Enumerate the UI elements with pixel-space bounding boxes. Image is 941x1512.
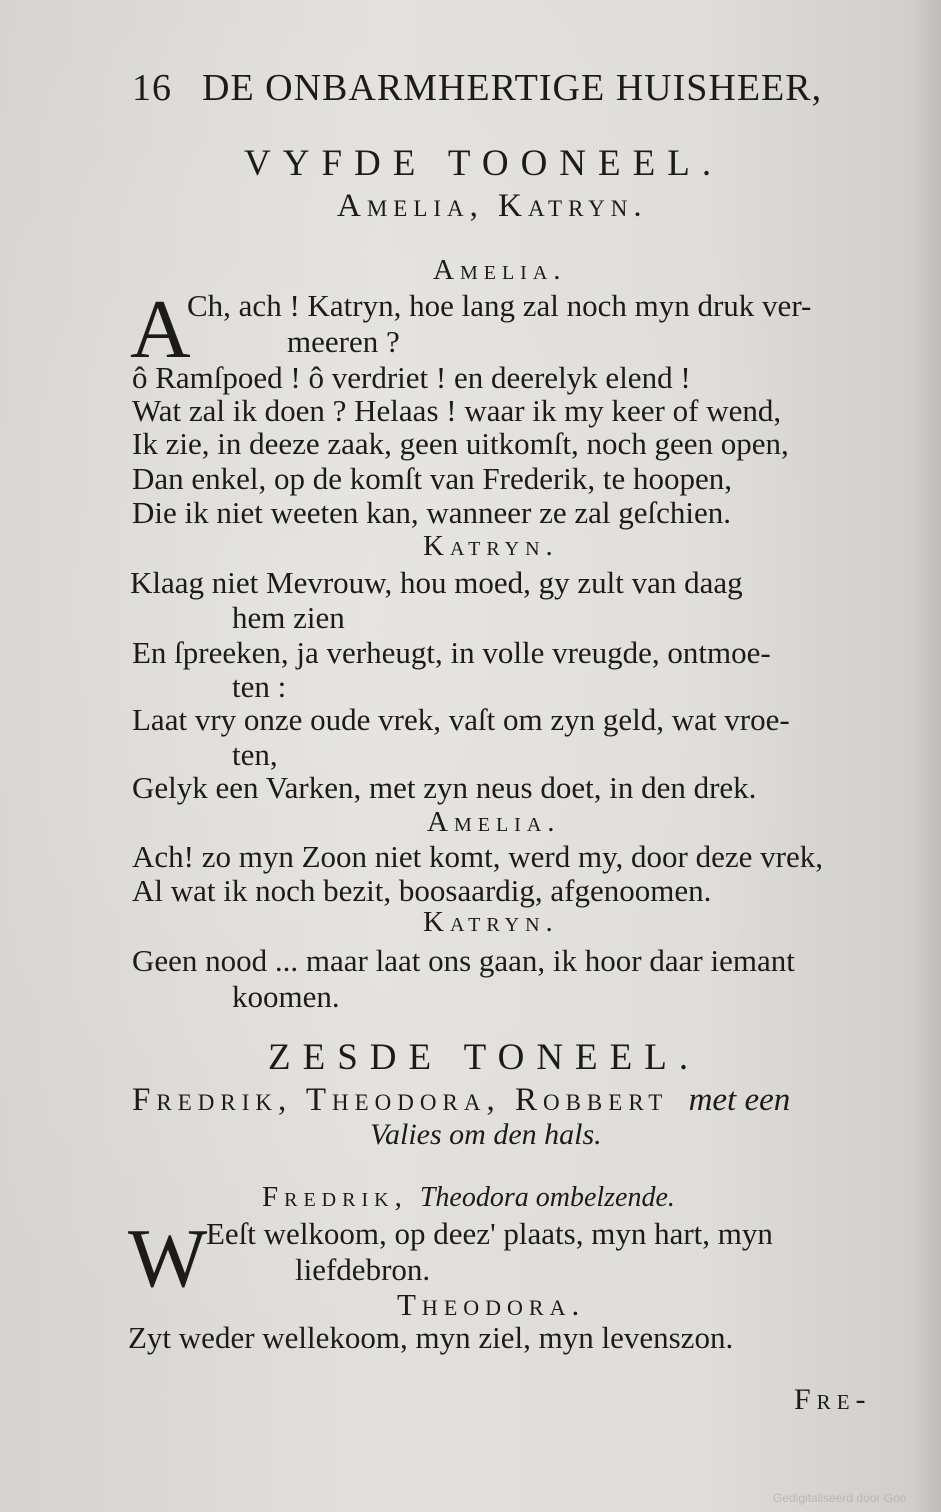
speaker-theodora: Theodora. bbox=[397, 1287, 586, 1322]
verse-line: ten, bbox=[232, 737, 278, 772]
verse-line: Ik zie, in deeze zaak, geen uitkomſt, noch geen open, bbox=[132, 426, 789, 461]
verse-line: Laat vry onze oude vrek, vaſt om zyn geld, wat vroe- bbox=[132, 702, 790, 737]
verse-line: Gelyk een Varken, met zyn neus doet, in den drek. bbox=[132, 770, 757, 805]
scene-5-title: VYFDE TOONEEL. bbox=[244, 143, 724, 184]
stage-direction: Theodora ombelzende. bbox=[419, 1182, 675, 1213]
speaker-amelia: Amelia. bbox=[427, 806, 561, 838]
running-header bbox=[132, 66, 822, 110]
scene-6-cast-note: met een bbox=[688, 1082, 791, 1118]
verse-line: Geen nood ... maar laat ons gaan, ik hoor daar iemant bbox=[132, 943, 795, 978]
verse-line: hem zien bbox=[232, 600, 345, 635]
drop-cap-a: A bbox=[130, 283, 191, 376]
verse-line: Ch, ach ! Katryn, hoe lang zal noch myn druk ver- bbox=[187, 288, 812, 323]
speaker-fredrik-line bbox=[262, 1181, 675, 1214]
verse-line: En ſpreeken, ja verheugt, in volle vreugde, ontmoe- bbox=[132, 635, 771, 670]
scene-6-cast: Fredrik, Theodora, Robbert bbox=[132, 1082, 669, 1118]
verse-line: Dan enkel, op de komſt van Frederik, te hoopen, bbox=[132, 461, 733, 496]
verse-line: Ach! zo myn Zoon niet komt, werd my, door deze vrek, bbox=[132, 839, 823, 874]
verse-line: Al wat ik noch bezit, boosaardig, afgenoomen. bbox=[132, 873, 712, 908]
drop-cap-w: W bbox=[128, 1212, 208, 1305]
speaker-fredrik: Fredrik, bbox=[262, 1181, 408, 1213]
scene-6-cast-line bbox=[132, 1082, 790, 1119]
verse-line: ten : bbox=[232, 669, 287, 704]
verse-line: Eeſt welkoom, op deez' plaats, myn hart, myn bbox=[206, 1216, 773, 1251]
speaker-amelia: Amelia. bbox=[433, 254, 567, 286]
verse-line: Die ik niet weeten kan, wanneer ze zal geſchien. bbox=[132, 495, 732, 530]
verse-line: Zyt weder wellekoom, myn ziel, myn levenszon. bbox=[128, 1320, 734, 1355]
speaker-katryn: Katryn. bbox=[423, 906, 559, 938]
verse-line: liefdebron. bbox=[295, 1252, 431, 1287]
page-edge-shadow bbox=[911, 0, 941, 1512]
scene-5-cast: Amelia, Katryn. bbox=[337, 188, 648, 224]
page-number: 16 bbox=[132, 67, 172, 109]
verse-line: Klaag niet Mevrouw, hou moed, gy zult van daag bbox=[130, 565, 743, 600]
digitization-watermark: Gedigitaliseerd door Goo bbox=[773, 1491, 907, 1505]
speaker-katryn: Katryn. bbox=[423, 530, 559, 562]
verse-line: ô Ramſpoed ! ô verdriet ! en deerelyk elend ! bbox=[132, 360, 691, 395]
catchword: Fre- bbox=[794, 1383, 872, 1416]
verse-line: koomen. bbox=[232, 979, 340, 1014]
running-title: DE ONBARMHERTIGE HUISHEER, bbox=[202, 67, 823, 109]
verse-line: meeren ? bbox=[287, 324, 400, 359]
scene-6-cast-note-cont: Valies om den hals. bbox=[370, 1118, 602, 1151]
scene-6-title: ZESDE TONEEL. bbox=[268, 1037, 701, 1078]
verse-line: Wat zal ik doen ? Helaas ! waar ik my keer of wend, bbox=[132, 393, 782, 428]
